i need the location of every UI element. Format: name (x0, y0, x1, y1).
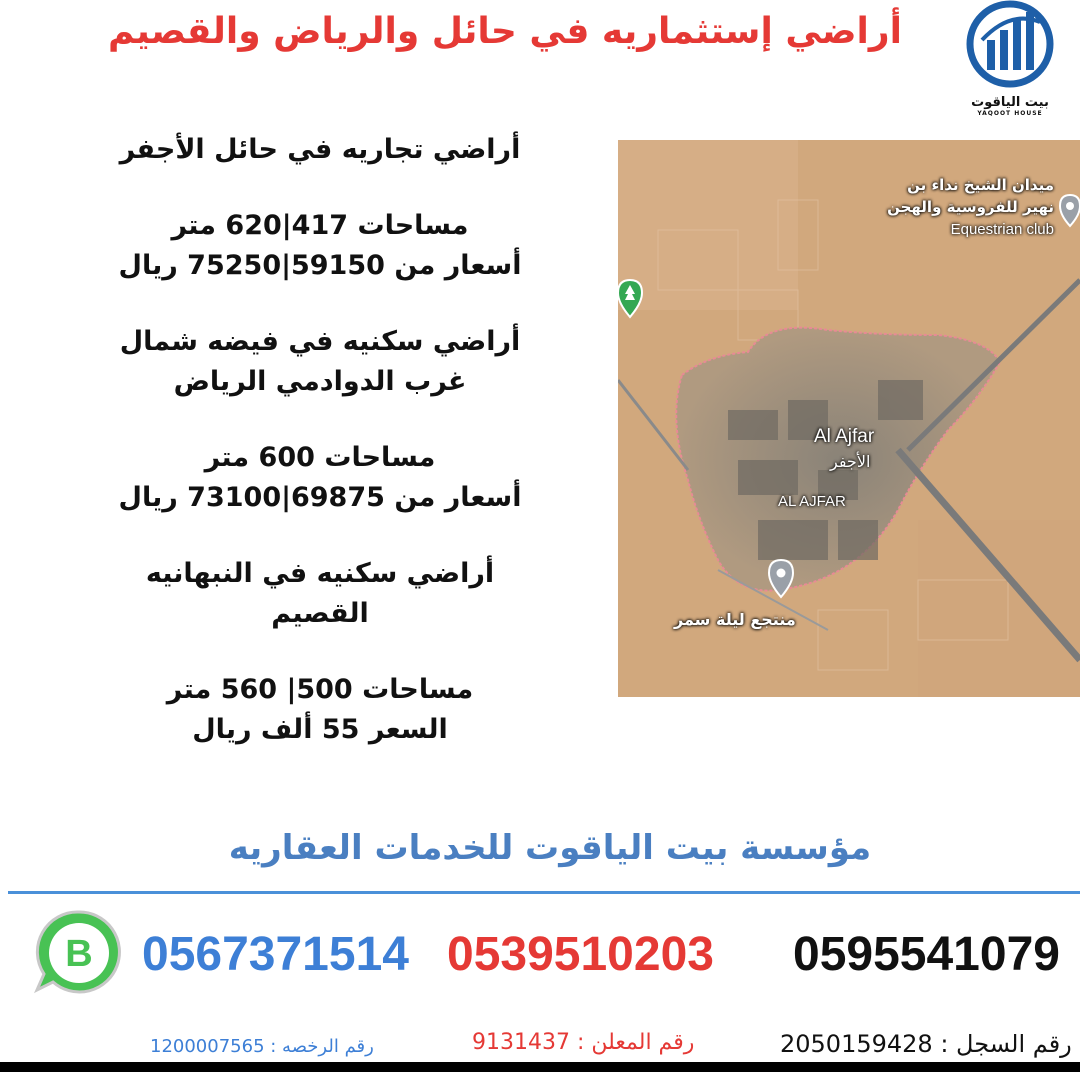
map-label-town-ar: الأجفر (830, 452, 871, 471)
map-label-equestrian-en: Equestrian club (950, 221, 1054, 238)
listing-3-title-line2: القصيم (271, 598, 369, 629)
listing-2-price: أسعار من 69875|73100 ريال (118, 482, 522, 513)
listing-3-title-line1: أراضي سكنيه في النبهانيه (145, 558, 495, 589)
license-number: رقم الرخصه : 1200007565 (150, 1036, 374, 1057)
map-label-town-en: Al Ajfar (814, 426, 875, 447)
phone-number-2[interactable]: 0539510203 (447, 928, 714, 981)
phone-number-3[interactable]: 0595541079 (793, 928, 1060, 981)
listing-1-title: أراضي تجاريه في حائل الأجفر (119, 134, 521, 165)
registry-number: رقم السجل : 2050159428 (780, 1030, 1072, 1058)
company-name: مؤسسة بيت الياقوت للخدمات العقاريه (228, 828, 872, 868)
listing-2-title-line1: أراضي سكنيه في فيضه شمال (119, 326, 521, 357)
listing-2-area: مساحات 600 متر (204, 442, 436, 473)
listings (40, 130, 600, 750)
listing-1-price: أسعار من 59150|75250 ريال (118, 250, 522, 281)
satellite-map (618, 140, 1080, 697)
map-label-town-caps: AL AJFAR (778, 493, 846, 510)
listing-3-area: مساحات 500| 560 متر (166, 674, 474, 705)
logo-emblem-icon (960, 0, 1060, 96)
page-title: أراضي إستثماريه في حائل والرياض والقصيم (108, 11, 902, 52)
yaqoot-house-logo (955, 0, 1065, 120)
divider (8, 891, 1080, 894)
listing-3-price: السعر 55 ألف ريال (192, 714, 448, 745)
logo-text-ar: بيت الياقوت (971, 95, 1049, 110)
bottom-bar (0, 1062, 1080, 1072)
map-label-resort: منتجع ليلة سمر (674, 610, 796, 629)
map-label-equestrian-ar-1: ميدان الشيخ نداء بن (907, 176, 1054, 194)
phone-number-1[interactable]: 0567371514 (142, 928, 409, 981)
logo-text-en: YAQOOT HOUSE (977, 110, 1043, 117)
svg-text:B: B (65, 933, 93, 975)
whatsapp-business-icon (34, 908, 124, 1000)
listing-1-area: مساحات 417|620 متر (171, 210, 469, 241)
advertiser-number: رقم المعلن : 9131437 (472, 1030, 695, 1055)
listing-2-title-line2: غرب الدوادمي الرياض (173, 366, 467, 397)
map-label-equestrian-ar-2: نهير للفروسية والهجن (887, 198, 1054, 216)
